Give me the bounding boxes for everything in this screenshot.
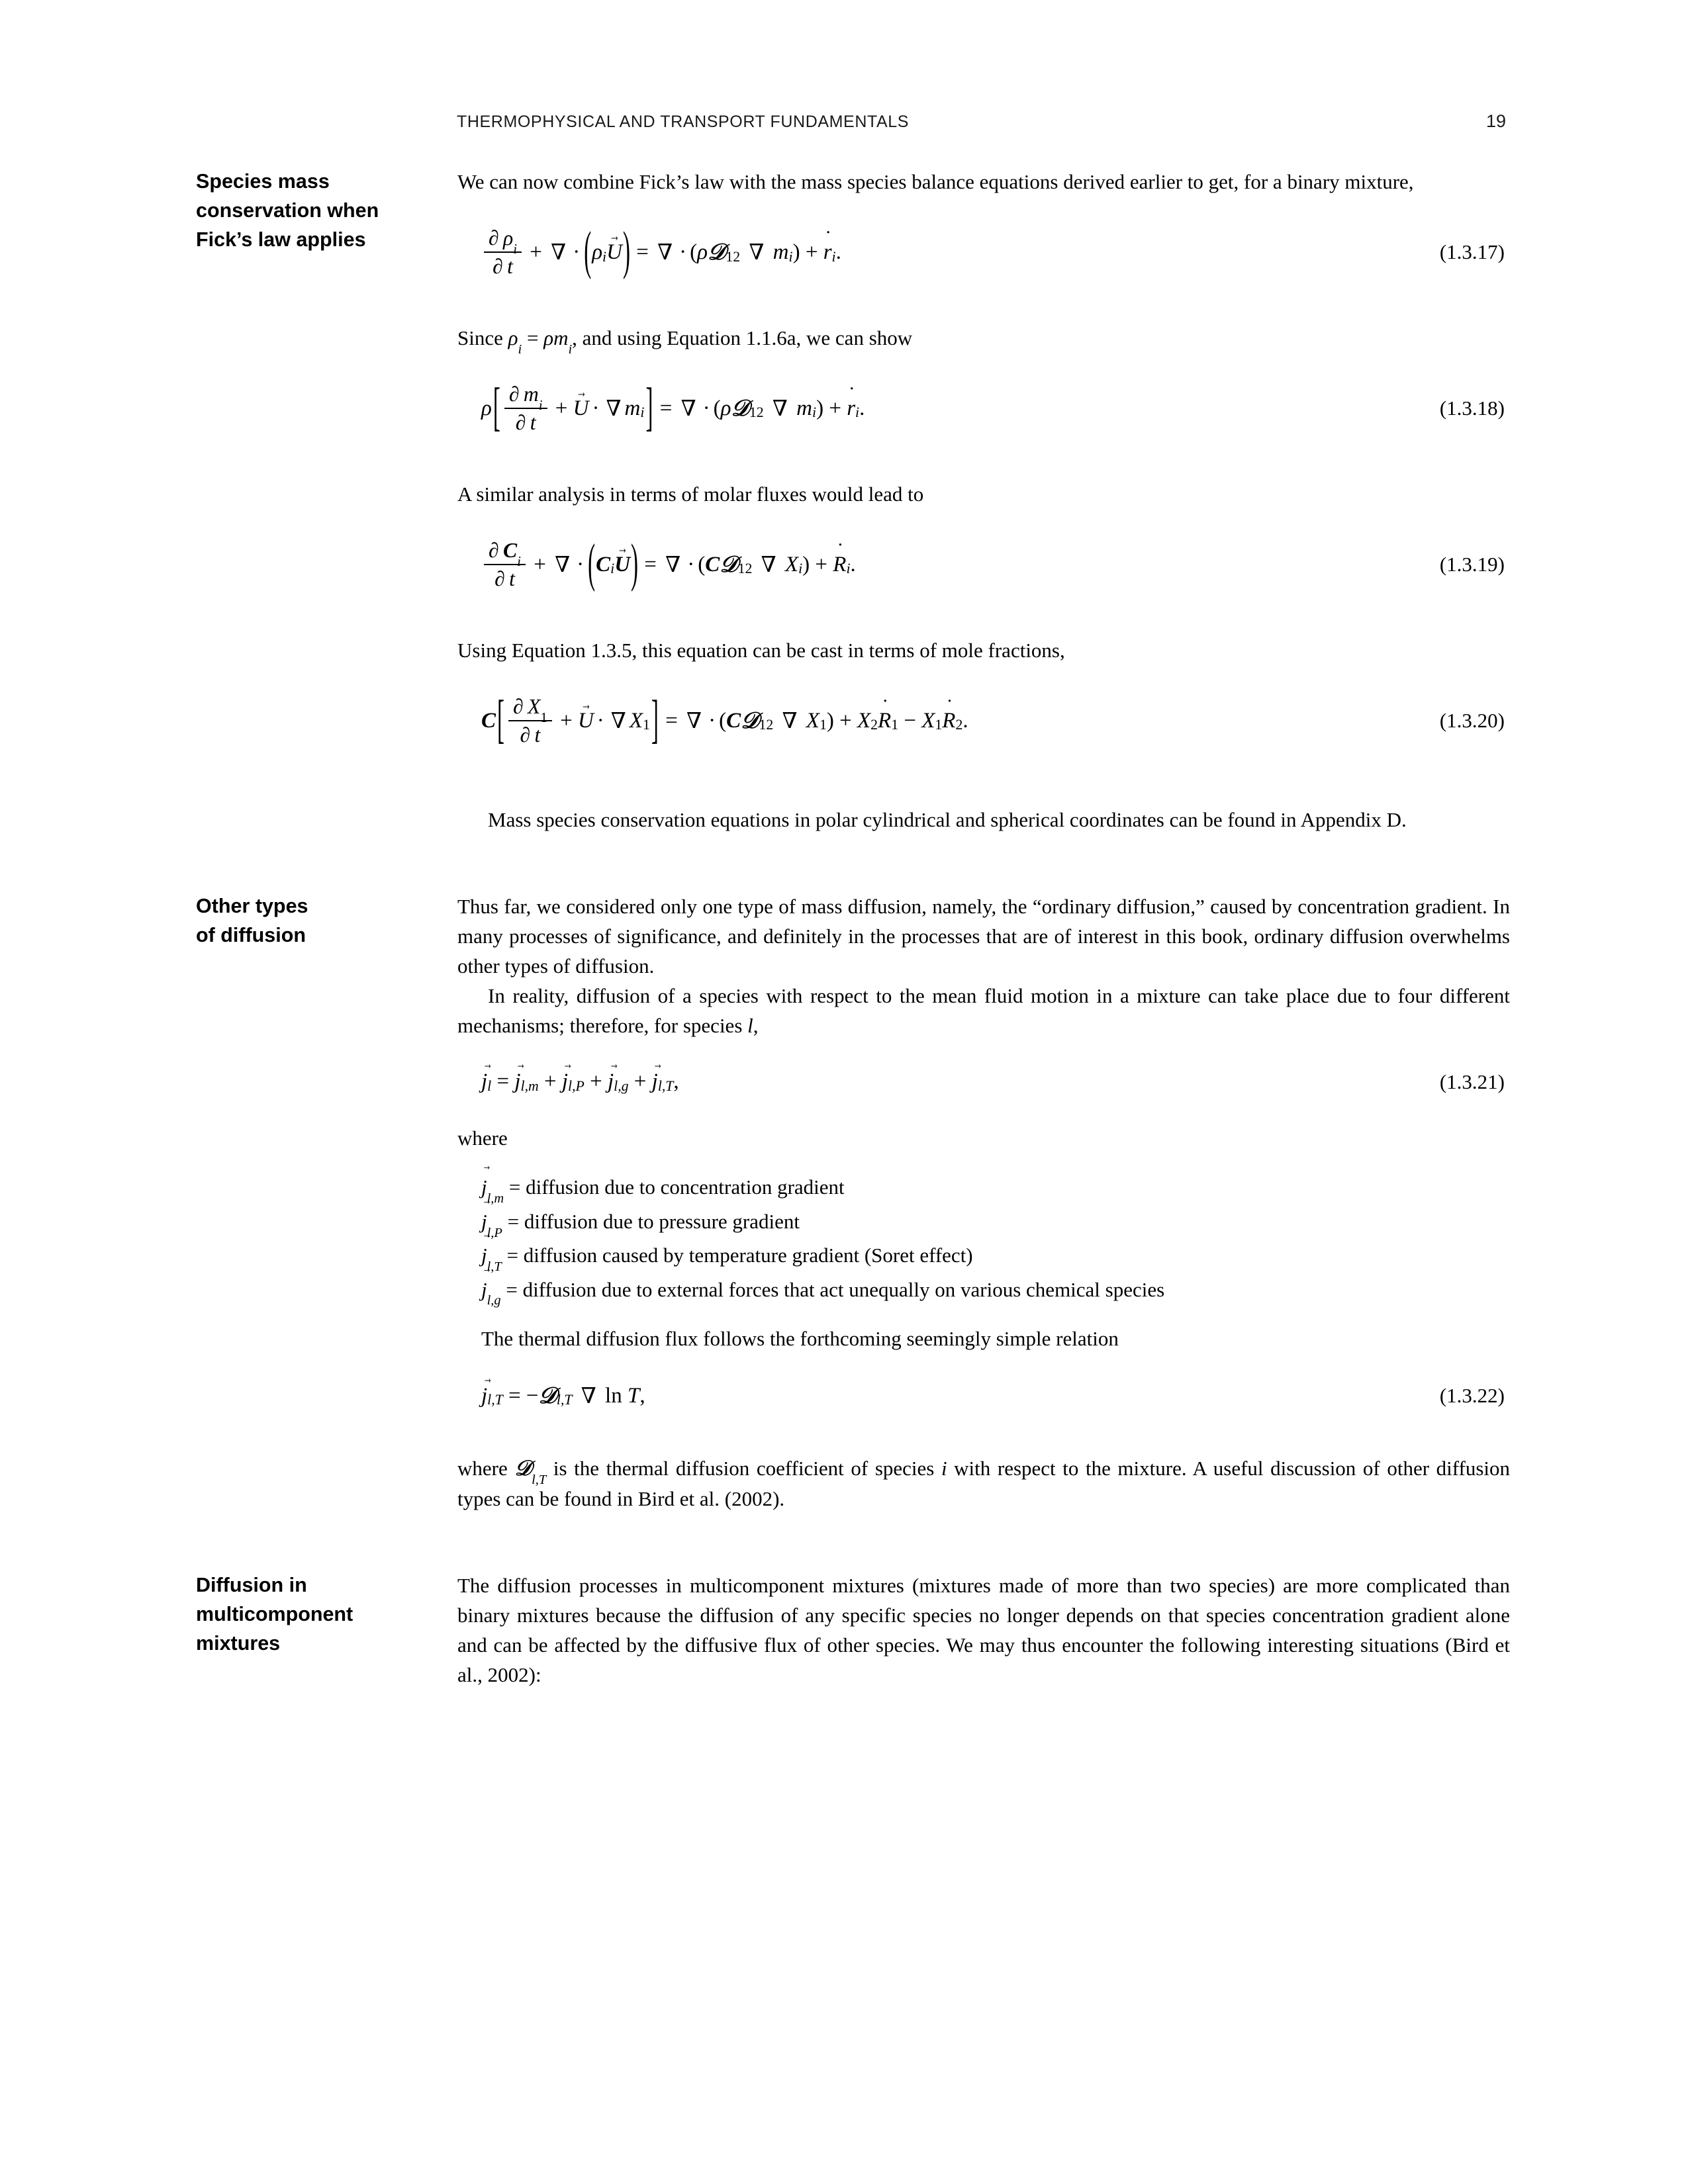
diffusion-mechanism-definitions: [457, 1170, 1510, 1306]
equation-1-3-22: [457, 1383, 1510, 1409]
equation-1-3-18: [457, 379, 1510, 437]
paragraph-since-rho: Since $\rho_i = \rho m_i$, and using Equation 1.1.6a, we can show: [457, 326, 913, 357]
equation-1-3-22-expression: j → $_{l,T}$ = − 𝒟 $_{l,T}$ ∇ ln T ,: [457, 1383, 645, 1409]
page-number: 19: [1485, 111, 1506, 131]
paragraph-using-equation-135: Using Equation 1.3.5, this equation can be cast in terms of mole fractions,: [457, 638, 1065, 662]
equation-1-3-17: [457, 222, 1510, 281]
equation-number: (1.3.21): [1439, 1069, 1505, 1093]
definition-text: = diffusion caused by temperature gradient (Soret effect): [506, 1244, 973, 1267]
equation-1-3-19-expression: $\frac{\partial C_i}{\partial t}$ + ∇ · ( C $_i$ U → ) = ∇ · ( C 𝒟 $_{12}$ ∇ X $_i$ ) + R ˙ $_i$ .: [457, 538, 856, 592]
marginalia-line: conservation when: [196, 199, 379, 222]
running-head-title: THERMOPHYSICAL AND TRANSPORT FUNDAMENTALS: [457, 113, 910, 131]
paragraph-similar-analysis: A similar analysis in terms of molar fluxes would lead to: [457, 482, 924, 506]
equation-number: (1.3.20): [1439, 709, 1505, 733]
main-column-1: [457, 167, 1510, 835]
paragraph-thermal-diffusion-coefficient: where 𝒟$_{l,T}$ is the thermal diffusion coefficient of species i with respect to the mixture. A useful discussion of other diffusion types can be found in Bird et al. (2002).: [457, 1455, 1510, 1510]
equation-number: (1.3.22): [1439, 1384, 1505, 1408]
equation-1-3-19: [457, 534, 1510, 594]
definition-item: $j \to_{l,m}$ = diffusion due to concentration gradient: [481, 1170, 1510, 1204]
equation-1-3-21-expression: j → $_l$ = j → $_{l,m}$ + j → $_{l,P}$ + j → $_{l,g}$ + j → $_{l,T}$ ,: [457, 1069, 679, 1094]
marginalia-line: Species mass: [196, 170, 330, 193]
main-column-2: [457, 891, 1510, 1514]
marginalia-diffusion-multicomponent-mixtures: [196, 1570, 457, 1659]
marginalia-line: mixtures: [196, 1631, 281, 1655]
definition-item: $j \to_{l,T}$ = diffusion caused by temperature gradient (Soret effect): [481, 1238, 1510, 1272]
running-head: [457, 111, 1506, 132]
paragraph-appendix-d: Mass species conservation equations in polar cylindrical and spherical coordinates can be found in Appendix D.: [488, 807, 1407, 831]
section-other-types-of-diffusion: [196, 891, 1510, 1514]
marginalia-line: Other types: [196, 894, 308, 917]
equation-1-3-20: [457, 690, 1510, 749]
paragraph-thermal-flux-intro: The thermal diffusion flux follows the forthcoming seemingly simple relation: [481, 1326, 1119, 1350]
marginalia-line: Diffusion in: [196, 1574, 307, 1597]
equation-number: (1.3.18): [1439, 396, 1505, 420]
equation-number: (1.3.19): [1439, 553, 1505, 576]
main-column-3: [457, 1570, 1510, 1690]
equation-1-3-17-expression: $\frac{\partial \rho_i}{\partial t}$ + ∇ · ( ρ $_i$ U → ) = ∇ · ( ρ 𝒟 $_{12}$ ∇ m $_i$ ) + r ˙ $_i$ .: [457, 226, 841, 279]
equation-1-3-20-expression: C [ $\frac{\partial X_1}{\partial t}$ + U → · ∇ X $_1$ ] = ∇ · ( C 𝒟 $_{12}$ ∇ X $_1$ ) + X $_2$ R ˙ $_1$ − X $_1$ R ˙ $_2$ .: [457, 694, 968, 748]
definition-item: $j \to_{l,g}$ = diffusion due to external forces that act unequally on various chemical species: [481, 1273, 1510, 1306]
section-species-mass-conservation: [196, 167, 1510, 835]
paragraph-ordinary-diffusion: Thus far, we considered only one type of mass diffusion, namely, the “ordinary diffusion,” caused by concentration gradient. In many processes of significance, and definitely in the processes that are of interest in this book, ordinary diffusion overwhelms other types of diffusion.: [457, 894, 1510, 978]
definition-item: $j \to_{l,P}$ = diffusion due to pressure gradient: [481, 1205, 1510, 1238]
marginalia-line: of diffusion: [196, 923, 306, 946]
equation-1-3-21: [457, 1069, 1510, 1094]
marginalia-other-types-of-diffusion: [196, 891, 457, 950]
paragraph-multicomponent-mixtures: The diffusion processes in multicomponent mixtures (mixtures made of more than two species) are more complicated than binary mixtures because the diffusion of any specific species no longer depends on that species concentration gradient alone and can be affected by the diffusive flux of other species. We may thus encounter the following interesting situations (Bird et al., 2002):: [457, 1574, 1510, 1687]
marginalia-line: Fick’s law applies: [196, 228, 366, 251]
paragraph-where-label: where: [457, 1126, 508, 1150]
paragraph-intro-fick: We can now combine Fick’s law with the mass species balance equations derived earlier to get, for a binary mixture,: [457, 170, 1414, 193]
equation-1-3-18-expression: ρ [ $\frac{\partial m_i}{\partial t}$ + U → · ∇ m $_i$ ] = ∇ · ( ρ 𝒟 $_{12}$ ∇ m $_i$ ) + r ˙ $_i$ .: [457, 382, 865, 435]
paragraph-four-mechanisms: In reality, diffusion of a species with respect to the mean fluid motion in a mixture can take place due to four different mechanisms; therefore, for species l,: [457, 983, 1510, 1037]
equation-number: (1.3.17): [1439, 240, 1505, 264]
definition-text: = diffusion due to pressure gradient: [507, 1209, 800, 1233]
section-diffusion-multicomponent-mixtures: [196, 1570, 1510, 1690]
marginalia-line: multicomponent: [196, 1602, 353, 1625]
definition-text: = diffusion due to external forces that act unequally on various chemical species: [506, 1277, 1165, 1301]
marginalia-species-mass-conservation: [196, 167, 457, 255]
definition-text: = diffusion due to concentration gradient: [508, 1175, 845, 1199]
page-body: [196, 167, 1510, 1690]
